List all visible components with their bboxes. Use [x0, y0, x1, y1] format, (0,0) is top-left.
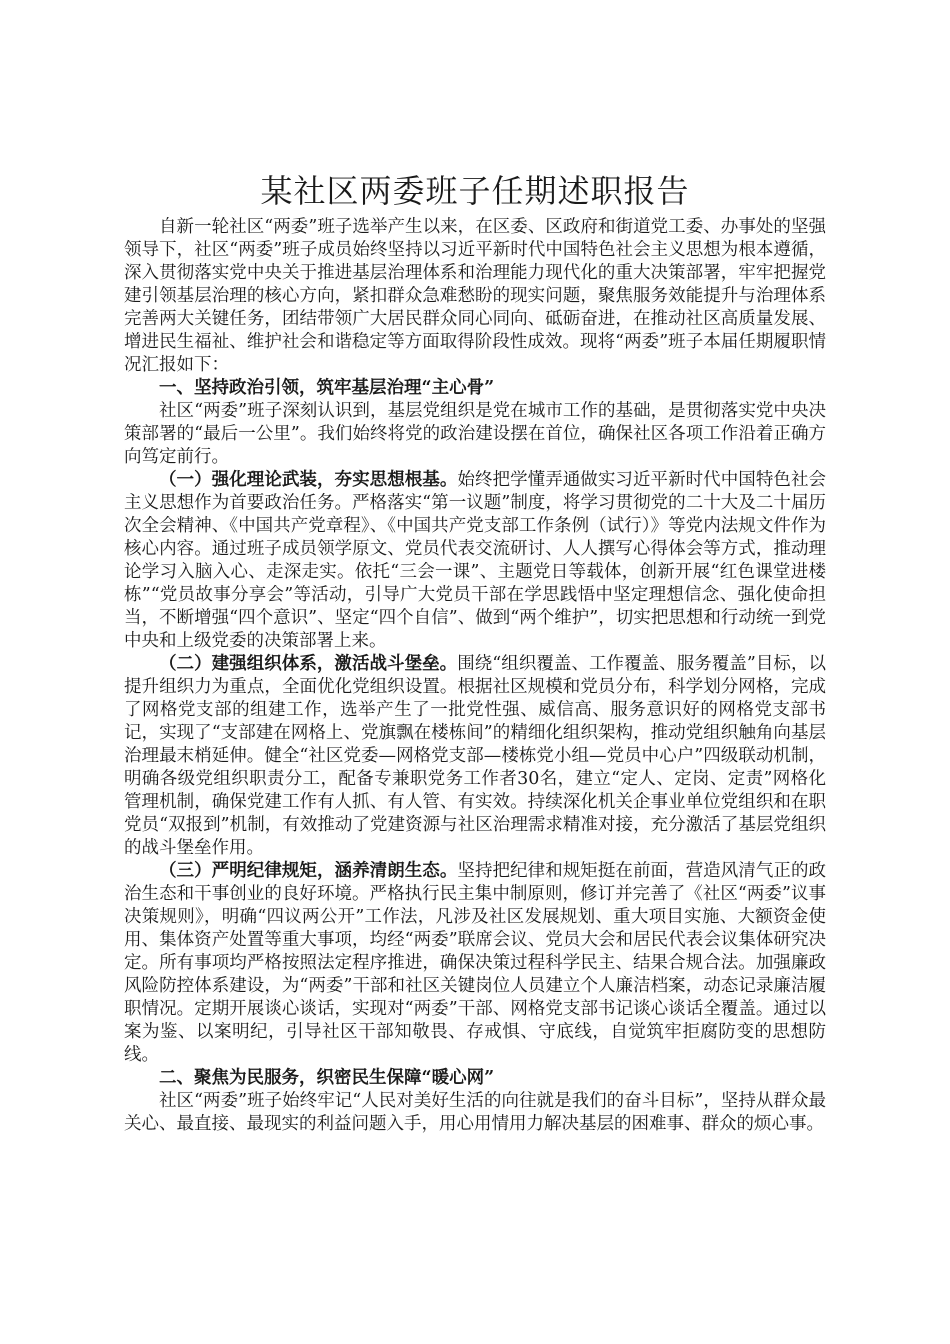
section-2-heading: 二、聚焦为民服务，织密民生保障“暖心网” — [159, 1068, 495, 1088]
section-2-intro: 社区“两委”班子始终牢记“人民对美好生活的向往就是我们的奋斗目标”，坚持从群众最关心、最直接、最现实的利益问题入手，用心用情用力解决基层的困难事、群众的烦心事。 — [124, 1091, 826, 1134]
item-lead: （一）强化理论武装，夯实思想根基。 — [159, 470, 458, 490]
item-lead: （三）严明纪律规矩，涵养清朗生态。 — [159, 861, 458, 881]
item-text: 坚持把纪律和规矩挺在前面，营造风清气正的政治生态和干事创业的良好环境。严格执行民主集中制原则，修订并完善了《社区“两委”议事决策规则》，明确“四议两公开”工作法，凡涉及社区发展规划、重大项目实施、大额资金使用、集体资产处置等重大事项，均经“两委”联席会议、党员大会和居民代表会议集体研究决定。所有事项均严格按照法定程序推进，确保决策过程科学民主、结果合规合法。加强廉政风险防控体系建设，为“两委”干部和社区关键岗位人员建立个人廉洁档案，动态记录廉洁履职情况。定期开展谈心谈话，实现对“两委”干部、网格党支部书记谈心谈话全覆盖。通过以案为鉴、以案明纪，引导社区干部知敬畏、存戒惧、守底线，自觉筑牢拒腐防变的思想防线。 — [124, 861, 827, 1065]
document-title: 某社区两委班子任期述职报告 — [260, 172, 690, 210]
document-page — [124, 166, 826, 1136]
item-text: 围绕“组织覆盖、工作覆盖、服务覆盖”目标，以提升组织力为重点，全面优化党组织设置。根据社区规模和党员分布，科学划分网格，完成了网格党支部的组建工作，选举产生了一批党性强、威信高、服务意识好的网格党支部书记，实现了“支部建在网格上、党旗飘在楼栋间”的精细化组织架构，推动党组织触角向基层治理最末梢延伸。健全“社区党委—网格党支部—楼栋党小组—党员中心户”四级联动机制，明确各级党组织职责分工，配备专兼职党务工作者30名，建立“定人、定岗、定责”网格化管理机制，确保党建工作有人抓、有人管、有实效。持续深化机关企事业单位党组织和在职党员“双报到”机制，有效推动了党建资源与社区治理需求精准对接，充分激活了基层党组织的战斗堡垒作用。 — [124, 654, 826, 858]
section-1-item-2 — [124, 653, 826, 860]
section-1-intro: 社区“两委”班子深刻认识到，基层党组织是党在城市工作的基础，是贯彻落实党中央决策部署的“最后一公里”。我们始终将党的政治建设摆在首位，确保社区各项工作沿着正确方向笃定前行。 — [124, 401, 826, 467]
section-1-item-1 — [124, 469, 826, 653]
item-lead: （二）建强组织体系，激活战斗堡垒。 — [159, 654, 458, 674]
intro-paragraph: 自新一轮社区“两委”班子选举产生以来，在区委、区政府和街道党工委、办事处的坚强领导下，社区“两委”班子成员始终坚持以习近平新时代中国特色社会主义思想为根本遵循，深入贯彻落实党中央关于推进基层治理体系和治理能力现代化的重大决策部署，牢牢把握党建引领基层治理的核心方向，紧扣群众急难愁盼的现实问题，聚焦服务效能提升与治理体系完善两大关键任务，团结带领广大居民群众同心同向、砥砺奋进，在推动社区高质量发展、增进民生福祉、维护社会和谐稳定等方面取得阶段性成效。现将“两委”班子本届任期履职情况汇报如下： — [124, 217, 826, 375]
section-1-item-3 — [124, 860, 826, 1067]
item-text: 始终把学懂弄通做实习近平新时代中国特色社会主义思想作为首要政治任务。严格落实“第一议题”制度，将学习贯彻党的二十大及二十届历次全会精神、《中国共产党章程》、《中国共产党支部工作条例（试行）》等党内法规文件作为核心内容。通过班子成员领学原文、党员代表交流研讨、人人撰写心得体会等方式，推动理论学习入脑入心、走深走实。依托“三会一课”、主题党日等载体，创新开展“红色课堂进楼栋”“党员故事分享会”等活动，引导广大党员干部在学思践悟中坚定理想信念、强化使命担当，不断增强“四个意识”、坚定“四个自信”、做到“两个维护”，切实把思想和行动统一到党中央和上级党委的决策部署上来。 — [124, 470, 827, 651]
section-1-heading: 一、坚持政治引领，筑牢基层治理“主心骨” — [159, 378, 495, 398]
